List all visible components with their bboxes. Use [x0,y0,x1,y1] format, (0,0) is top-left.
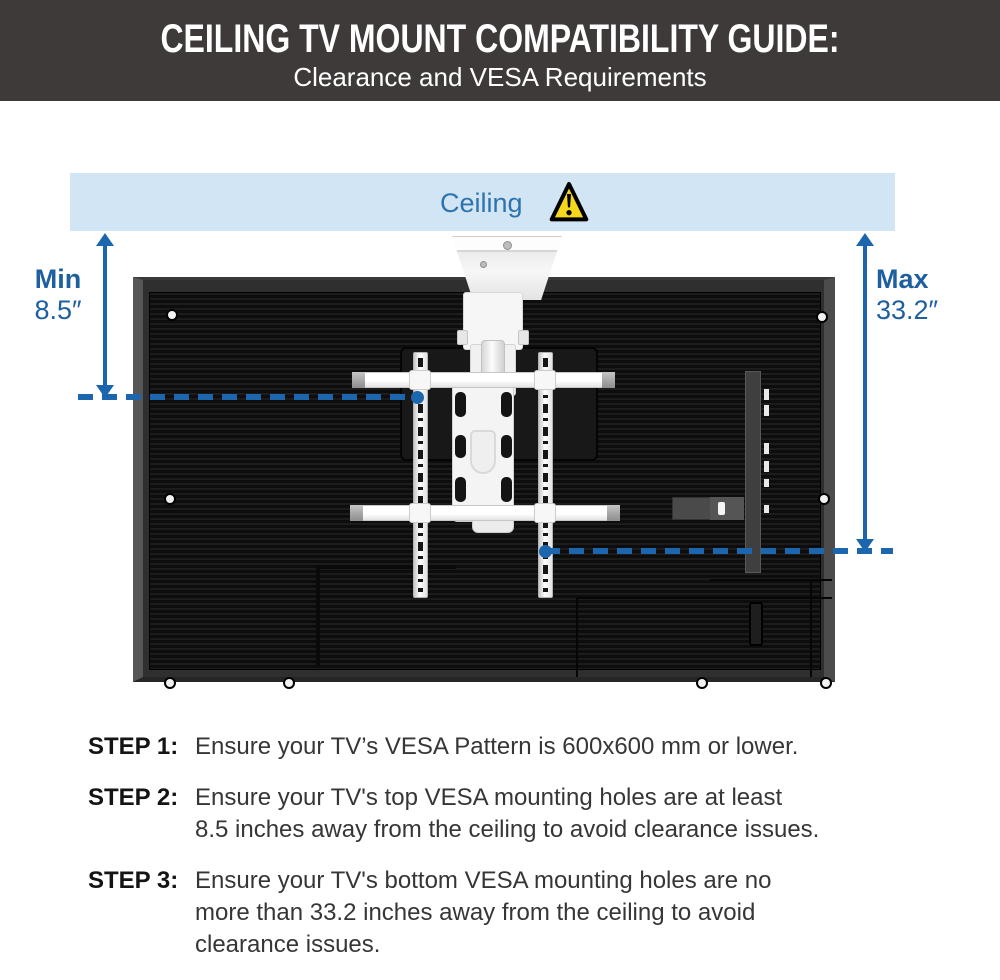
page-subtitle: Clearance and VESA Requirements [293,62,707,92]
top-vesa-endpoint-dot [411,391,424,404]
min-label-block [16,264,100,326]
rail-clamp [534,370,556,390]
min-label: Min [34,264,82,294]
header-banner [0,0,1000,101]
mount-bolt [503,241,512,250]
port-label [764,443,769,454]
step-1-label: STEP 1: [88,733,179,760]
mount-bolt [480,261,487,268]
step-2-line-2: 8.5 inches away from the ceiling to avoid clearance issues. [195,816,820,843]
bottom-vesa-dashed-line [545,548,893,554]
step-2 [88,782,968,846]
step-3-line-1: Ensure your TV's bottom VESA mounting holes are no [195,867,772,894]
panel-seam [810,579,812,677]
rail-clamp [534,503,556,523]
max-label-block [876,264,966,326]
tv-component-box [710,497,744,520]
screw-hole [820,495,828,503]
rail-clamp [409,370,431,390]
screw-hole [698,679,706,687]
arm-joint-bolt [457,330,468,345]
tv-small-port [718,502,725,515]
step-3 [88,865,968,961]
screw-hole [822,679,830,687]
crossbar-endcap [352,372,365,388]
plate-edge [452,250,562,252]
port-label [764,505,769,513]
cable-channel [316,565,320,665]
arm-joint-bolt [518,330,529,345]
vesa-slot [455,435,466,458]
vesa-slot [455,392,466,417]
min-measure-line [103,244,107,386]
step-2-line-1: Ensure your TV's top VESA mounting holes are at least [195,784,783,811]
step-1-line-1: Ensure your TV’s VESA Pattern is 600x600 mm or lower. [195,733,799,760]
page-title: CEILING TV MOUNT COMPATIBILITY GUIDE: [160,17,840,61]
crossbar-endcap [607,505,620,521]
instructions [88,731,968,980]
tv-vent-slot [749,602,763,646]
vesa-slot [501,435,512,458]
port-label [764,479,769,487]
top-vesa-dashed-line [78,394,410,400]
crossbar-endcap [602,372,615,388]
vesa-slot [501,392,512,417]
vesa-slot [455,477,466,502]
panel-seam [710,579,832,581]
step-1-text [195,731,798,763]
cable-channel [316,565,456,569]
max-value: 33.2″ [876,295,939,325]
step-3-line-3: clearance issues. [195,931,381,958]
plate-cutout [470,430,496,474]
step-3-text [195,865,771,961]
screw-hole [285,679,293,687]
step-2-text [195,782,819,846]
panel-seam [576,597,832,599]
screw-hole [818,313,826,321]
step-2-label: STEP 2: [88,784,179,811]
ceiling-label: Ceiling [440,188,523,218]
screw-hole [168,311,176,319]
port-label [764,461,769,472]
upper-crossbar [352,372,615,388]
mount-foot [472,520,514,533]
bottom-vesa-endpoint-dot [539,545,552,558]
lower-crossbar [350,505,620,521]
port-label [764,405,769,416]
step-3-label: STEP 3: [88,867,179,894]
vesa-slot [501,477,512,502]
screw-hole [166,495,174,503]
max-label: Max [876,264,929,294]
warning-triangle-icon [549,180,589,224]
max-measure-line [863,244,867,540]
rail-clamp [409,503,431,523]
crossbar-endcap [350,505,363,521]
min-value: 8.5″ [34,295,82,325]
panel-seam [576,597,578,677]
tv-port-strip [745,371,761,573]
screw-hole [166,679,174,687]
step-1 [88,731,968,763]
step-3-line-2: more than 33.2 inches away from the ceiling to avoid [195,899,756,926]
port-label [764,389,769,400]
